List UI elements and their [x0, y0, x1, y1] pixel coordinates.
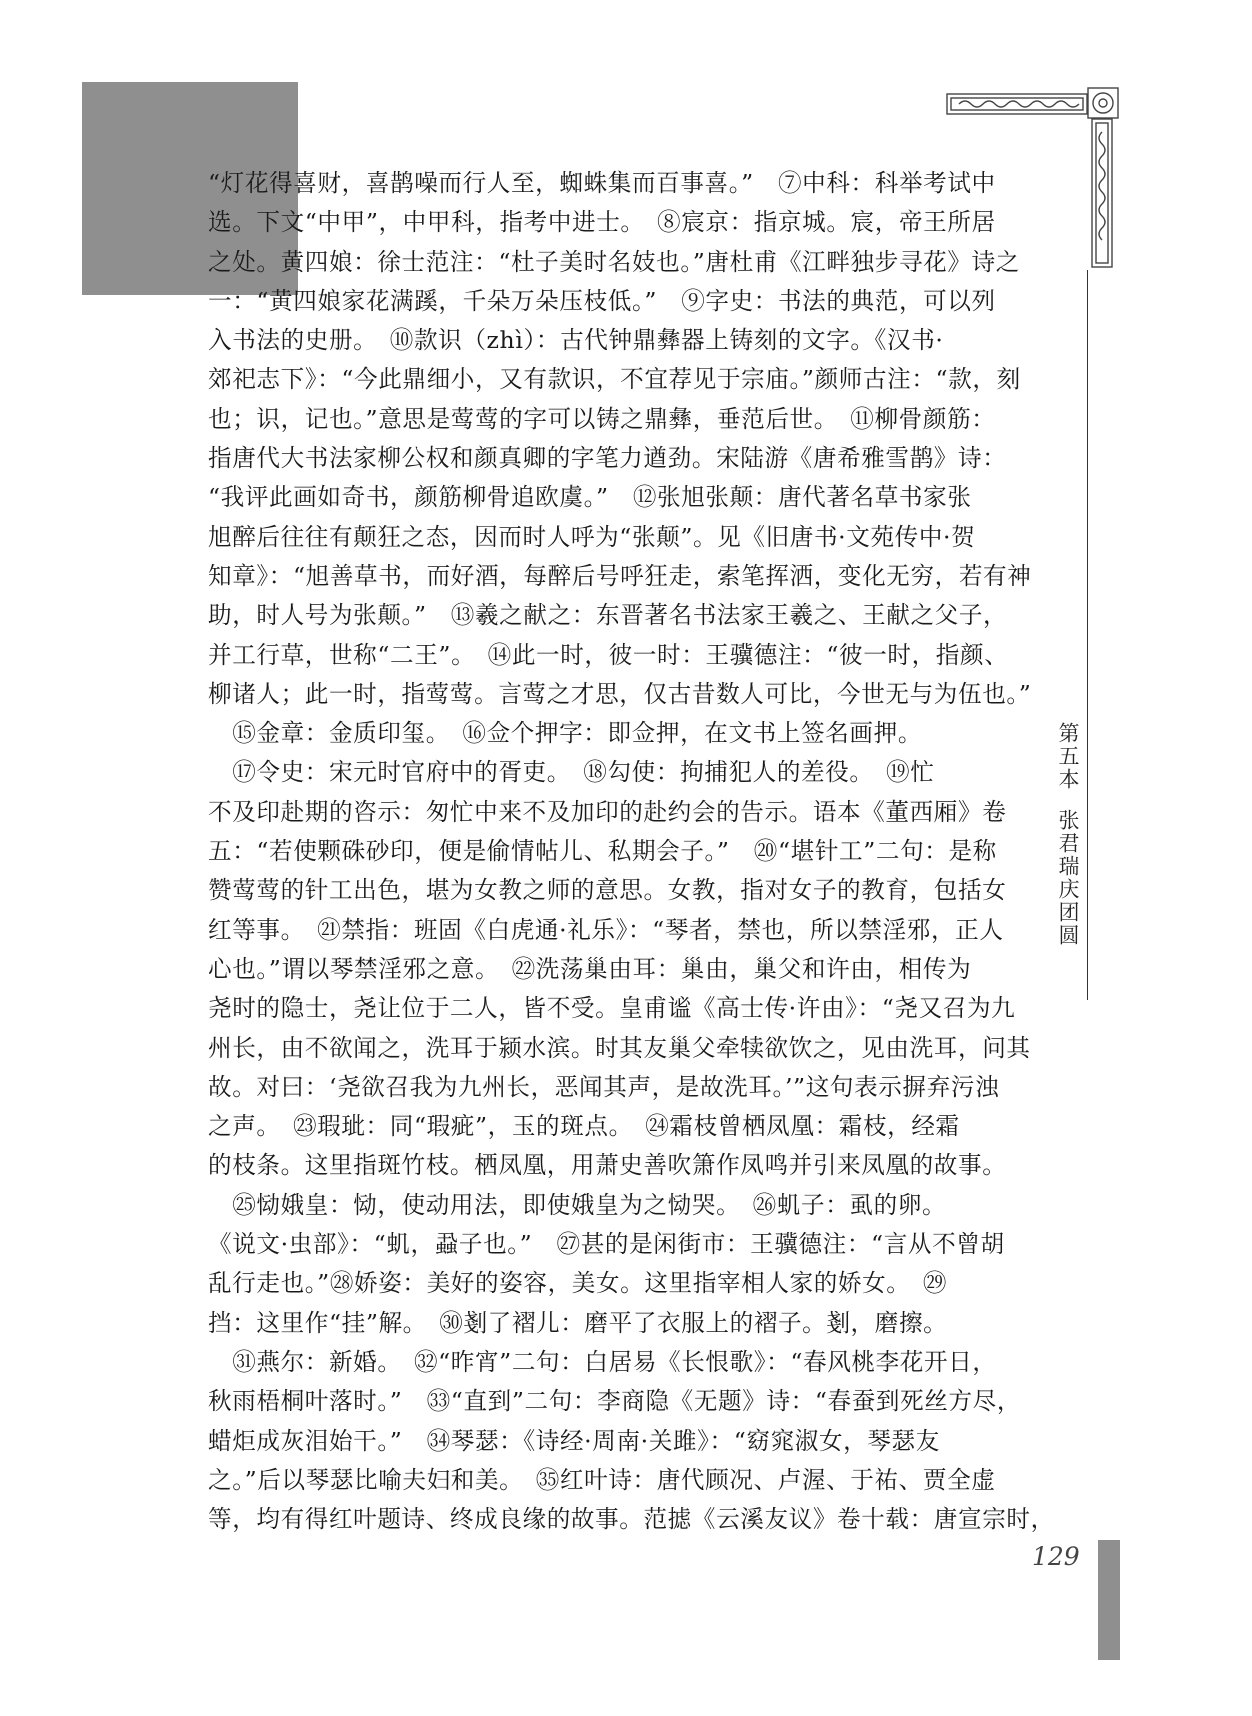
text-line: 尧时的隐士，尧让位于二人，皆不受。皇甫谧《高士传·许由》：“尧又召为九 [208, 994, 1016, 1023]
text-line: 入书法的史册。 ⑩款识（zhì）：古代钟鼎彝器上铸刻的文字。《汉书· [208, 326, 944, 355]
text-line: 故。对曰：‘尧欲召我为九州长，恶闻其声，是故洗耳。’”这句表示摒弃污浊 [208, 1072, 1000, 1101]
text-line: 《说文·虫部》：“虮，蝨子也。” ㉗甚的是闲街市：王骥德注：“言从不曾胡 [208, 1230, 1005, 1259]
text-line: “我评此画如奇书，颜筋柳骨追欧虞。” ⑫张旭张颠：唐代著名草书家张 [208, 483, 972, 512]
text-line: 州长，由不欲闻之，洗耳于颍水滨。时其友巢父牵犊欲饮之，见由洗耳，问其 [208, 1033, 1031, 1062]
text-line: 郊祀志下》：“今此鼎细小，又有款识，不宜荐见于宗庙。”颜师古注：“款，刻 [208, 365, 1021, 394]
annotation-text [208, 164, 1055, 1539]
text-line: 之声。 ㉓瑕玼：同“瑕疵”，玉的斑点。 ㉔霜枝曾栖凤凰：霜枝，经霜 [208, 1112, 960, 1141]
text-line: 选。下文“中甲”，中甲科，指考中进士。 ⑧宸京：指京城。宸，帝王所居 [208, 208, 996, 237]
chapter-label: 第五本 [1056, 722, 1080, 791]
text-line: 助，时人号为张颠。” ⑬羲之献之：东晋著名书法家王羲之、王献之父子， [208, 601, 1008, 630]
text-line: 一：“黄四娘家花满蹊，千朵万朵压枝低。” ⑨字史：书法的典范，可以列 [208, 286, 996, 315]
text-line: 秋雨梧桐叶落时。” ㉝“直到”二句：李商隐《无题》诗：“春蚕到死丝方尽， [208, 1387, 1022, 1416]
page-number: 129 [1032, 1542, 1080, 1571]
chapter-title: 张君瑞庆团圆 [1056, 809, 1080, 947]
text-line: “灯花得喜财，喜鹊噪而行人至，蜘蛛集而百事喜。” ⑦中科：科举考试中 [208, 169, 996, 197]
text-line: 五：“若使颗硃砂印，便是偷情帖儿、私期会子。” ⑳“堪针工”二句：是称 [208, 837, 997, 866]
text-line: 挡：这里作“挂”解。 ㉚剗了褶儿：磨平了衣服上的褶子。剗，磨擦。 [208, 1308, 948, 1337]
text-line: 等，均有得红叶题诗、终成良缘的故事。范摅《云溪友议》卷十载：唐宣宗时， [208, 1505, 1055, 1534]
text-line: 乱行走也。”㉘娇姿：美好的姿容，美女。这里指宰相人家的娇女。 ㉙ [208, 1269, 948, 1298]
text-line: 之处。黄四娘：徐士范注：“杜子美时名妓也。”唐杜甫《江畔独步寻花》诗之 [208, 247, 1020, 276]
text-line: ⑰令史：宋元时官府中的胥吏。 ⑱勾使：拘捕犯人的差役。 ⑲忙 [208, 758, 935, 787]
text-line: 柳诸人；此一时，指莺莺。言莺之才思，仅古昔数人可比，今世无与为伍也。” [208, 679, 1032, 708]
side-rule [1087, 270, 1088, 1000]
text-line: 的枝条。这里指斑竹枝。栖凤凰，用萧史善吹箫作凤鸣并引来凤凰的故事。 [208, 1151, 1007, 1180]
text-line: ⑮金章：金质印玺。 ⑯佥个押字：即佥押，在文书上签名画押。 [208, 719, 923, 748]
text-line: 红等事。 ㉑禁指：班固《白虎通·礼乐》：“琴者，禁也，所以禁淫邪，正人 [208, 915, 1004, 944]
text-line: ㉛燕尔：新婚。 ㉜“昨宵”二句：白居易《长恨歌》：“春风桃李花开日， [208, 1347, 997, 1376]
text-line: 指唐代大书法家柳公权和颜真卿的字笔力遒劲。宋陆游《唐希雅雪鹊》诗： [208, 444, 1007, 473]
text-line: 并工行草，世称“二王”。 ⑭此一时，彼一时：王骥德注：“彼一时，指颜、 [208, 640, 1009, 669]
page-edge-gray-block [1098, 1540, 1120, 1660]
text-line: 不及印赴期的咨示：匆忙中来不及加印的赴约会的告示。语本《董西厢》卷 [208, 797, 1007, 826]
text-line: 知章》：“旭善草书，而好酒，每醉后号呼狂走，索笔挥洒，变化无穷，若有神 [208, 561, 1032, 590]
text-line: ㉕恸娥皇：恸，使动用法，即使娥皇为之恸哭。 ㉖虮子：虱的卵。 [208, 1190, 947, 1219]
text-line: 心也。”谓以琴禁淫邪之意。 ㉒洗荡巢由耳：巢由，巢父和许由，相传为 [208, 954, 972, 983]
running-header [1052, 722, 1084, 947]
text-line: 之。”后以琴瑟比喻夫妇和美。 ㉟红叶诗：唐代顾况、卢渥、于祐、贾全虚 [208, 1465, 996, 1494]
text-line: 赞莺莺的针工出色，堪为女教之师的意思。女教，指对女子的教育，包括女 [208, 876, 1007, 905]
text-line: 也；识，记也。”意思是莺莺的字可以铸之鼎彝，垂范后世。 ⑪柳骨颜筋： [208, 404, 996, 433]
text-line: 蜡炬成灰泪始干。” ㉞琴瑟：《诗经·周南·关雎》：“窈窕淑女，琴瑟友 [208, 1426, 940, 1455]
text-line: 旭醉后往往有颠狂之态，因而时人呼为“张颠”。见《旧唐书·文苑传中·贺 [208, 522, 976, 551]
